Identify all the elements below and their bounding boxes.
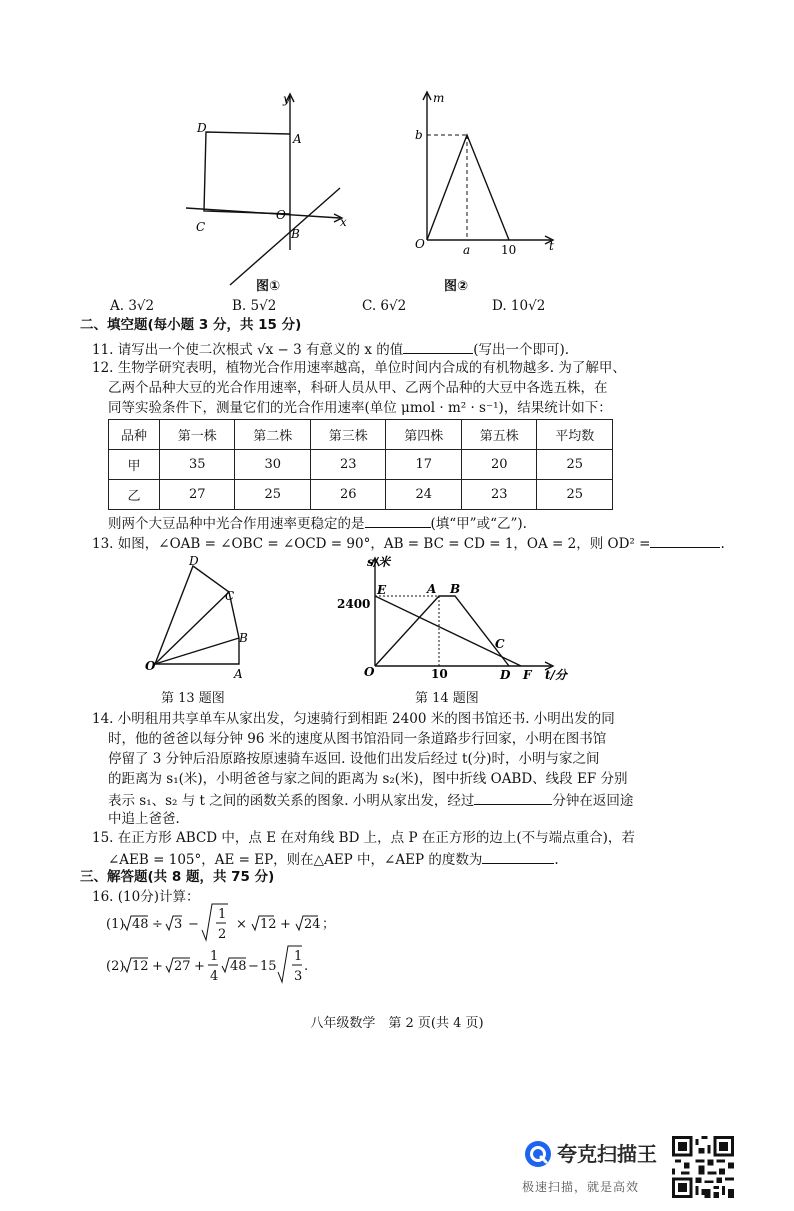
fig13-label-d: D xyxy=(189,554,199,568)
q16-2-end: . xyxy=(304,959,309,974)
fig14-label-s: s/米 xyxy=(367,555,391,569)
fig2-label-ten: 10 xyxy=(501,243,517,257)
q14-line-2: 时，他的爸爸以每分钟 96 米的速度从图书馆沿同一条道路步行回家，小明在图书馆 xyxy=(108,731,607,747)
q12-after-tail: (填“甲”或“乙”). xyxy=(430,516,527,532)
qr-code-icon xyxy=(672,1136,734,1198)
q16-2-d-num: 1 xyxy=(294,949,303,964)
q15-blank xyxy=(482,849,554,864)
fig13-label-o: O xyxy=(145,659,156,673)
q16-2-d-coef: 15 xyxy=(260,959,277,974)
figure-14 xyxy=(335,548,575,683)
table-header-cell: 第四株 xyxy=(386,420,462,450)
q12-line-3: 同等实验条件下，测量它们的光合作用速率(单位 μmol · m² · s⁻¹)，结果统计如下： xyxy=(108,400,612,416)
choice-b: B. 5√2 xyxy=(232,298,277,314)
q14-line-1: 14. 小明租用共享单车从家出发，匀速骑行到相距 2400 米的图书馆还书. 小明出发的同 xyxy=(92,711,615,727)
q11-tail: (写出一个即可). xyxy=(473,342,570,358)
page-footer: 八年级数学 第 2 页(共 4 页) xyxy=(310,1016,484,1031)
table-cell: 26 xyxy=(310,480,386,510)
table-cell: 24 xyxy=(386,480,462,510)
question-11 xyxy=(92,339,569,359)
table-cell: 17 xyxy=(386,450,462,480)
q16-2-lead: (2) xyxy=(106,959,125,974)
fig2-label-o: O xyxy=(415,237,425,251)
table-header-cell: 品种 xyxy=(109,420,160,450)
q14-line-6: 中追上爸爸. xyxy=(108,811,180,827)
fig1-label-y: y xyxy=(283,92,290,106)
table-cell: 25 xyxy=(537,450,613,480)
q14-line-5 xyxy=(108,790,633,810)
table-cell: 23 xyxy=(310,450,386,480)
fig1-label-a: A xyxy=(293,132,302,146)
section-2-title: 二、填空题(每小题 3 分，共 15 分) xyxy=(80,317,302,333)
q12-data-table xyxy=(108,419,613,510)
table-row xyxy=(109,450,613,480)
table-header-cell: 第三株 xyxy=(310,420,386,450)
table-row xyxy=(109,480,613,510)
fig1-label-o: O xyxy=(276,208,286,222)
figure-1 xyxy=(180,90,360,290)
q16-1-e: 24 xyxy=(304,917,321,932)
q16-1-c-den: 2 xyxy=(218,927,227,942)
table-cell: 35 xyxy=(159,450,235,480)
fig14-label-ten: 10 xyxy=(431,667,448,681)
minus-symbol: − xyxy=(188,917,199,932)
fig14-label-a: A xyxy=(427,582,437,596)
table-header-row xyxy=(109,420,613,450)
table-header-cell: 第二株 xyxy=(235,420,311,450)
fig13-label-c: C xyxy=(225,589,235,603)
fig14-label-b: B xyxy=(450,582,461,596)
q11-text: 11. 请写出一个使二次根式 √x − 3 有意义的 x 的值 xyxy=(92,342,404,358)
fig14-label-c: C xyxy=(495,637,505,651)
q16-1-lead: (1) xyxy=(106,917,125,932)
q14-line-4: 的距离为 s₁(米)，小明爸爸与家之间的距离为 s₂(米)，图中折线 OABD、线段 EF 分别 xyxy=(108,771,628,787)
table-cell: 27 xyxy=(159,480,235,510)
q12-after-text: 则两个大豆品种中光合作用速率更稳定的是 xyxy=(108,516,365,532)
q14-blank xyxy=(474,790,552,805)
divide-symbol: ÷ xyxy=(152,917,163,932)
minus-symbol: − xyxy=(248,959,259,974)
figure-2 xyxy=(405,88,565,258)
q11-blank xyxy=(403,339,473,354)
table-cell: 20 xyxy=(461,450,537,480)
q12-after xyxy=(108,513,527,533)
figure-13 xyxy=(145,552,265,687)
brand-slogan: 极速扫描，就是高效 xyxy=(522,1180,640,1194)
table-header-cell: 第一株 xyxy=(159,420,235,450)
fig14-label-e: E xyxy=(377,583,387,597)
q16-2-c-den: 4 xyxy=(210,969,219,984)
q16-1-a: 48 xyxy=(132,917,149,932)
plus-symbol: + xyxy=(194,959,205,974)
fig13-label-a: A xyxy=(234,667,243,681)
q14-tail: 分钟在返回途 xyxy=(552,793,634,809)
scanner-watermark xyxy=(522,1134,672,1204)
fig14-label-t: t/分 xyxy=(545,668,567,682)
q16-2-c: 48 xyxy=(230,959,247,974)
q12-line-1: 12. 生物学研究表明，植物光合作用速率越高，单位时间内合成的有机物越多. 为了解甲、 xyxy=(92,360,626,376)
fig13-caption: 第 13 题图 xyxy=(161,691,225,706)
q15-line-2 xyxy=(108,849,559,869)
brand-name: 夸克扫描王 xyxy=(557,1142,657,1166)
fig14-label-2400: 2400 xyxy=(337,597,371,611)
fig2-label-t: t xyxy=(549,239,554,253)
section-3-title: 三、解答题(共 8 题，共 75 分) xyxy=(80,869,275,885)
table-cell: 25 xyxy=(537,480,613,510)
choice-c: C. 6√2 xyxy=(362,298,407,314)
table-cell: 23 xyxy=(461,480,537,510)
plus-symbol: + xyxy=(152,959,163,974)
q13-end: . xyxy=(720,536,725,552)
fig2-label-m: m xyxy=(433,91,445,105)
q13-blank xyxy=(650,533,720,548)
q15-text: ∠AEB = 105°，AE = EP，则在△AEP 中，∠AEP 的度数为 xyxy=(108,852,483,868)
choice-a: A. 3√2 xyxy=(110,298,155,314)
fig2-label-a: a xyxy=(463,243,471,257)
q16-2-b: 27 xyxy=(174,959,191,974)
fig14-label-d: D xyxy=(500,668,511,682)
q15-line-1: 15. 在正方形 ABCD 中，点 E 在对角线 BD 上，点 P 在正方形的边上(不与端点重合)，若 xyxy=(92,830,635,846)
fig1-label-d: D xyxy=(197,121,207,135)
choice-d: D. 10√2 xyxy=(492,298,546,314)
table-cell: 甲 xyxy=(109,450,160,480)
plus-symbol: + xyxy=(280,917,291,932)
fig1-label-x: x xyxy=(340,215,347,229)
fig14-label-o: O xyxy=(364,665,375,679)
q13-text: 13. 如图，∠OAB = ∠OBC = ∠OCD = 90°，AB = BC = CD = 1，OA = 2，则 OD² = xyxy=(92,536,651,552)
table-cell: 乙 xyxy=(109,480,160,510)
q14-text: 表示 s₁、s₂ 与 t 之间的函数关系的图象. 小明从家出发，经过 xyxy=(108,793,475,809)
q12-line-2: 乙两个品种大豆的光合作用速率，科研人员从甲、乙两个品种的大豆中各选五株，在 xyxy=(108,380,608,396)
q16-1-end: ； xyxy=(322,917,336,932)
q16-expression-1 xyxy=(104,900,364,944)
q12-blank xyxy=(365,513,431,528)
fig1-label-c: C xyxy=(196,220,206,234)
q16-1-c-num: 1 xyxy=(218,907,227,922)
fig14-caption: 第 14 题图 xyxy=(415,691,479,706)
fig2-label-b: b xyxy=(415,128,423,142)
fig1-label-b: B xyxy=(291,227,300,241)
q16-2-a: 12 xyxy=(132,959,149,974)
q14-line-3: 停留了 3 分钟后沿原路按原速骑车返回. 设他们出发后经过 t(分)时，小明与家之间 xyxy=(108,751,600,767)
q16-2-d-den: 3 xyxy=(294,969,303,984)
fig1-caption: 图① xyxy=(256,279,281,294)
quark-logo-icon xyxy=(524,1140,552,1168)
q15-end: . xyxy=(554,852,559,868)
q16-2-c-num: 1 xyxy=(210,949,219,964)
fig13-label-b: B xyxy=(239,631,248,645)
q16-1-d: 12 xyxy=(260,917,277,932)
table-cell: 30 xyxy=(235,450,311,480)
fig14-label-f: F xyxy=(523,668,532,682)
q16-expression-2 xyxy=(104,940,364,988)
q16-head: 16. (10分)计算： xyxy=(92,889,200,905)
q16-1-b: 3 xyxy=(174,917,183,932)
times-symbol: × xyxy=(236,917,247,932)
table-header-cell: 第五株 xyxy=(461,420,537,450)
table-header-cell: 平均数 xyxy=(537,420,613,450)
fig2-caption: 图② xyxy=(444,279,469,294)
table-cell: 25 xyxy=(235,480,311,510)
